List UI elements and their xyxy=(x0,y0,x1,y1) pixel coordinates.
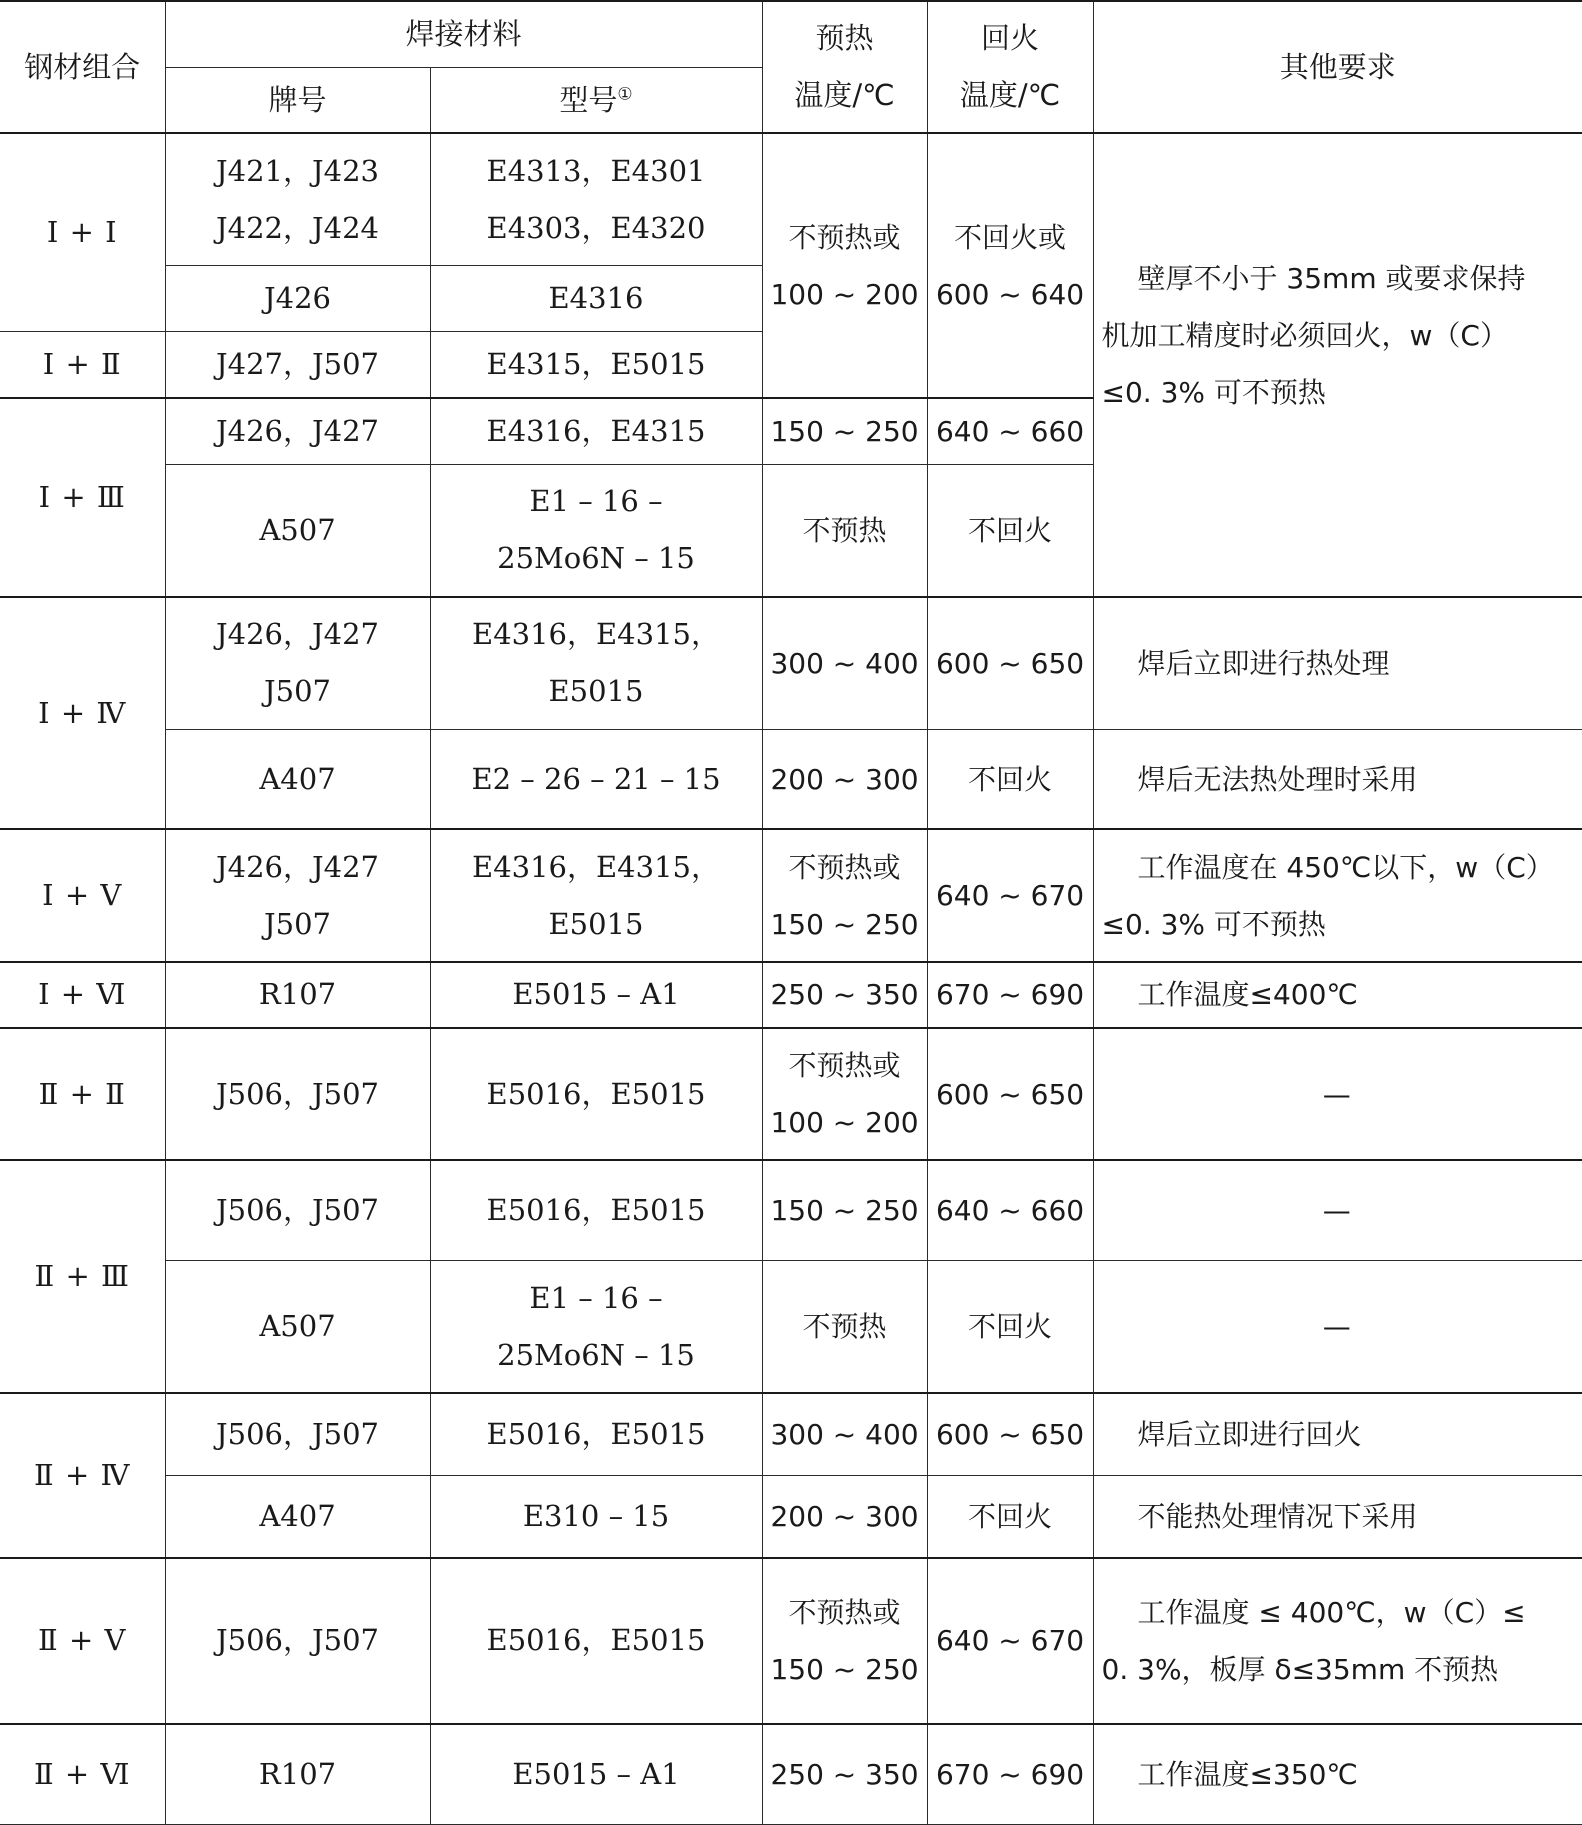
table-row xyxy=(0,133,1582,265)
preheat-line-1: 150 ~ 250 xyxy=(770,1194,919,1228)
model-line-1: E2 – 26 – 21 – 15 xyxy=(471,761,721,796)
cell-model xyxy=(430,729,762,829)
grade-line-1: A407 xyxy=(259,1498,336,1533)
grade-line-1: R107 xyxy=(258,977,337,1012)
preheat-line-2: 150 ~ 250 xyxy=(770,907,919,941)
model-line-1: E310 – 15 xyxy=(522,1498,670,1533)
model-line-1: E1 – 16 – xyxy=(529,484,663,519)
preheat-line-1: 200 ~ 300 xyxy=(770,1499,919,1533)
cell-steel-combination: Ⅱ + Ⅱ xyxy=(0,1028,165,1160)
other-line-1: 焊后立即进行回火 xyxy=(1137,1417,1362,1451)
model-line-1: E5015 – A1 xyxy=(512,1757,680,1792)
cell-preheat-temp xyxy=(762,1028,927,1160)
model-line-1: E4316 xyxy=(548,281,644,316)
model-line-1: E5016，E5015 xyxy=(486,1193,706,1228)
cell-grade xyxy=(165,266,430,332)
temper-line-1: 670 ~ 690 xyxy=(935,1758,1085,1792)
other-line-1: 工作温度≤400℃ xyxy=(1137,978,1358,1012)
header-preheat-temp xyxy=(762,1,927,133)
cell-steel-combination: Ⅱ + Ⅳ xyxy=(0,1393,165,1557)
model-line-1: E5016，E5015 xyxy=(486,1076,706,1111)
cell-grade xyxy=(165,1393,430,1475)
cell-temper-temp xyxy=(927,464,1093,596)
cell-preheat-temp xyxy=(762,1475,927,1557)
preheat-line-1: 150 ~ 250 xyxy=(770,414,919,448)
other-line-1: 焊后立即进行热处理 xyxy=(1137,646,1390,680)
cell-steel-combination: Ⅰ + Ⅲ xyxy=(0,398,165,597)
cell-preheat-temp xyxy=(762,597,927,729)
other-line-1: — xyxy=(1322,1077,1351,1111)
preheat-line-1: 250 ~ 350 xyxy=(770,978,919,1012)
cell-model xyxy=(430,962,762,1028)
model-line-2: 25Mo6N – 15 xyxy=(497,1337,695,1372)
cell-grade xyxy=(165,332,430,398)
cell-model xyxy=(430,1028,762,1160)
other-line-1: 壁厚不小于 35mm 或要求保持 xyxy=(1137,261,1526,295)
cell-temper-temp xyxy=(927,829,1093,961)
grade-line-1: J426，J427 xyxy=(216,617,379,652)
other-line-1: 工作温度≤350℃ xyxy=(1137,1758,1358,1792)
cell-preheat-temp xyxy=(762,729,927,829)
grade-line-1: J426，J427 xyxy=(216,413,379,448)
cell-grade xyxy=(165,829,430,961)
header-model xyxy=(430,67,762,133)
cell-steel-combination: Ⅰ + Ⅰ xyxy=(0,133,165,332)
grade-line-2: J507 xyxy=(264,906,331,941)
cell-steel-combination: Ⅱ + Ⅴ xyxy=(0,1558,165,1725)
cell-model xyxy=(430,1393,762,1475)
table-row xyxy=(0,1160,1582,1260)
cell-other-requirements xyxy=(1093,597,1582,729)
cell-grade xyxy=(165,133,430,265)
other-line-1: — xyxy=(1322,1194,1351,1228)
temper-line-1: 600 ~ 650 xyxy=(935,1417,1085,1451)
cell-steel-combination: Ⅰ + Ⅵ xyxy=(0,962,165,1028)
cell-other-requirements xyxy=(1093,133,1582,596)
cell-model xyxy=(430,1160,762,1260)
preheat-line-1: 不预热 xyxy=(802,513,887,547)
grade-line-1: J426，J427 xyxy=(216,849,379,884)
preheat-line-2: 150 ~ 250 xyxy=(770,1652,919,1686)
model-line-1: E5015 – A1 xyxy=(512,977,680,1012)
grade-line-1: J506，J507 xyxy=(216,1416,379,1451)
cell-other-requirements xyxy=(1093,1724,1582,1824)
cell-preheat-temp xyxy=(762,1724,927,1824)
grade-line-1: J506，J507 xyxy=(216,1193,379,1228)
preheat-line-1: 不预热或 xyxy=(788,220,901,254)
other-line-2: ≤0. 3% 可不预热 xyxy=(1101,907,1326,941)
cell-preheat-temp xyxy=(762,829,927,961)
temper-line-1: 不回火 xyxy=(968,1499,1053,1533)
cell-model xyxy=(430,464,762,596)
grade-line-1: A507 xyxy=(259,512,336,547)
cell-temper-temp xyxy=(927,729,1093,829)
cell-preheat-temp xyxy=(762,133,927,398)
model-line-2: 25Mo6N – 15 xyxy=(497,541,695,576)
cell-model xyxy=(430,1724,762,1824)
cell-temper-temp xyxy=(927,1160,1093,1260)
cell-model xyxy=(430,332,762,398)
cell-other-requirements xyxy=(1093,729,1582,829)
grade-line-1: J427，J507 xyxy=(216,347,379,382)
grade-line-1: J421，J423 xyxy=(216,153,379,188)
cell-grade xyxy=(165,398,430,464)
cell-preheat-temp xyxy=(762,464,927,596)
cell-preheat-temp xyxy=(762,1558,927,1725)
header-grade: 牌号 xyxy=(165,67,430,133)
other-line-2: 0. 3%，板厚 δ≤35mm 不预热 xyxy=(1101,1652,1499,1686)
cell-grade xyxy=(165,1160,430,1260)
other-line-1: 工作温度在 450℃以下，w（C） xyxy=(1137,850,1554,884)
header-steel-combination: 钢材组合 xyxy=(0,1,165,133)
cell-grade xyxy=(165,1558,430,1725)
grade-line-1: R107 xyxy=(258,1757,337,1792)
cell-other-requirements xyxy=(1093,1475,1582,1557)
table-row xyxy=(0,729,1582,829)
cell-temper-temp xyxy=(927,1028,1093,1160)
cell-steel-combination: Ⅰ + Ⅱ xyxy=(0,332,165,398)
temper-line-2: 600 ~ 640 xyxy=(935,277,1085,311)
other-line-3: ≤0. 3% 可不预热 xyxy=(1101,375,1326,409)
table-row xyxy=(0,829,1582,961)
model-line-1: E5016，E5015 xyxy=(486,1416,706,1451)
temper-line-1: 640 ~ 670 xyxy=(935,879,1085,913)
header-welding-materials: 焊接材料 xyxy=(165,1,762,67)
cell-preheat-temp xyxy=(762,1393,927,1475)
cell-other-requirements xyxy=(1093,1393,1582,1475)
preheat-line-1: 不预热或 xyxy=(788,1595,901,1629)
table-row xyxy=(0,1475,1582,1557)
cell-steel-combination: Ⅱ + Ⅵ xyxy=(0,1724,165,1824)
table-row xyxy=(0,597,1582,729)
grade-line-1: J426 xyxy=(264,281,331,316)
cell-model xyxy=(430,597,762,729)
cell-grade xyxy=(165,597,430,729)
other-line-1: 不能热处理情况下采用 xyxy=(1137,1499,1418,1533)
temper-line-1: 670 ~ 690 xyxy=(935,978,1085,1012)
cell-grade xyxy=(165,464,430,596)
header-temper-temp xyxy=(927,1,1093,133)
grade-line-1: A407 xyxy=(259,761,336,796)
cell-model xyxy=(430,266,762,332)
cell-steel-combination: Ⅰ + Ⅴ xyxy=(0,829,165,961)
cell-model xyxy=(430,1475,762,1557)
temper-line-1: 不回火 xyxy=(968,1310,1053,1344)
cell-temper-temp xyxy=(927,1558,1093,1725)
model-line-1: E1 – 16 – xyxy=(529,1280,663,1315)
temper-line-1: 600 ~ 650 xyxy=(935,1077,1085,1111)
cell-temper-temp xyxy=(927,597,1093,729)
cell-preheat-temp xyxy=(762,398,927,464)
cell-temper-temp xyxy=(927,962,1093,1028)
cell-grade xyxy=(165,1724,430,1824)
other-line-2: 机加工精度时必须回火，w（C） xyxy=(1101,318,1508,352)
cell-preheat-temp xyxy=(762,1160,927,1260)
other-line-1: 工作温度 ≤ 400℃，w（C）≤ xyxy=(1137,1595,1526,1629)
grade-line-1: J506，J507 xyxy=(216,1623,379,1658)
cell-preheat-temp xyxy=(762,962,927,1028)
preheat-line-1: 250 ~ 350 xyxy=(770,1758,919,1792)
model-line-1: E5016，E5015 xyxy=(486,1623,706,1658)
header-row-1 xyxy=(0,1,1582,67)
cell-other-requirements xyxy=(1093,1028,1582,1160)
model-line-2: E5015 xyxy=(548,906,644,941)
preheat-line-1: 300 ~ 400 xyxy=(770,646,919,680)
preheat-line-2: 100 ~ 200 xyxy=(770,277,919,311)
cell-model xyxy=(430,1558,762,1725)
temper-line-1: 不回火 xyxy=(968,513,1053,547)
cell-temper-temp xyxy=(927,1475,1093,1557)
model-line-1: E4316，E4315， xyxy=(472,849,720,884)
cell-other-requirements xyxy=(1093,829,1582,961)
header-temper-line2: 温度/℃ xyxy=(959,78,1061,113)
cell-steel-combination: Ⅰ + Ⅳ xyxy=(0,597,165,830)
model-line-2: E5015 xyxy=(548,674,644,709)
model-line-2: E4303，E4320 xyxy=(486,210,706,245)
temper-line-1: 640 ~ 660 xyxy=(935,414,1085,448)
header-preheat-line1: 预热 xyxy=(815,21,874,56)
preheat-line-1: 不预热或 xyxy=(788,850,901,884)
cell-model xyxy=(430,1261,762,1393)
other-line-1: — xyxy=(1322,1310,1351,1344)
cell-temper-temp xyxy=(927,1261,1093,1393)
model-line-1: E4313，E4301 xyxy=(486,153,706,188)
cell-other-requirements xyxy=(1093,1558,1582,1725)
cell-other-requirements xyxy=(1093,1160,1582,1260)
cell-temper-temp xyxy=(927,1393,1093,1475)
preheat-line-1: 不预热或 xyxy=(788,1049,901,1083)
cell-temper-temp xyxy=(927,1724,1093,1824)
grade-line-1: A507 xyxy=(259,1309,336,1344)
cell-model xyxy=(430,829,762,961)
cell-model xyxy=(430,398,762,464)
header-other-requirements: 其他要求 xyxy=(1093,1,1582,133)
preheat-line-1: 200 ~ 300 xyxy=(770,762,919,796)
grade-line-2: J422，J424 xyxy=(216,210,379,245)
cell-temper-temp xyxy=(927,398,1093,464)
preheat-line-2: 100 ~ 200 xyxy=(770,1106,919,1140)
cell-grade xyxy=(165,1261,430,1393)
cell-grade xyxy=(165,1028,430,1160)
other-line-1: 焊后无法热处理时采用 xyxy=(1137,762,1418,796)
cell-other-requirements xyxy=(1093,962,1582,1028)
cell-grade xyxy=(165,962,430,1028)
table-row xyxy=(0,1261,1582,1393)
header-preheat-line2: 温度/℃ xyxy=(794,78,895,113)
temper-line-1: 不回火或 xyxy=(954,220,1067,254)
header-temper-line1: 回火 xyxy=(981,21,1040,56)
grade-line-1: J506，J507 xyxy=(216,1076,379,1111)
temper-line-1: 600 ~ 650 xyxy=(935,646,1085,680)
header-model-footnote-mark: ① xyxy=(617,83,633,104)
cell-steel-combination: Ⅱ + Ⅲ xyxy=(0,1160,165,1393)
grade-line-2: J507 xyxy=(264,674,331,709)
header-model-label: 型号 xyxy=(559,82,618,117)
table-row xyxy=(0,1724,1582,1824)
temper-line-1: 不回火 xyxy=(968,762,1053,796)
cell-grade xyxy=(165,729,430,829)
cell-model xyxy=(430,133,762,265)
table-row xyxy=(0,1393,1582,1475)
table-body xyxy=(0,1,1582,1825)
cell-grade xyxy=(165,1475,430,1557)
model-line-1: E4316，E4315 xyxy=(486,413,706,448)
preheat-line-1: 不预热 xyxy=(802,1310,887,1344)
table-row xyxy=(0,962,1582,1028)
model-line-1: E4315，E5015 xyxy=(486,347,706,382)
model-line-1: E4316，E4315， xyxy=(472,617,720,652)
cell-temper-temp xyxy=(927,133,1093,398)
table-row xyxy=(0,1028,1582,1160)
temper-line-1: 640 ~ 670 xyxy=(935,1624,1085,1658)
cell-other-requirements xyxy=(1093,1261,1582,1393)
cell-preheat-temp xyxy=(762,1261,927,1393)
preheat-line-1: 300 ~ 400 xyxy=(770,1417,919,1451)
temper-line-1: 640 ~ 660 xyxy=(935,1194,1085,1228)
table-row xyxy=(0,1558,1582,1725)
